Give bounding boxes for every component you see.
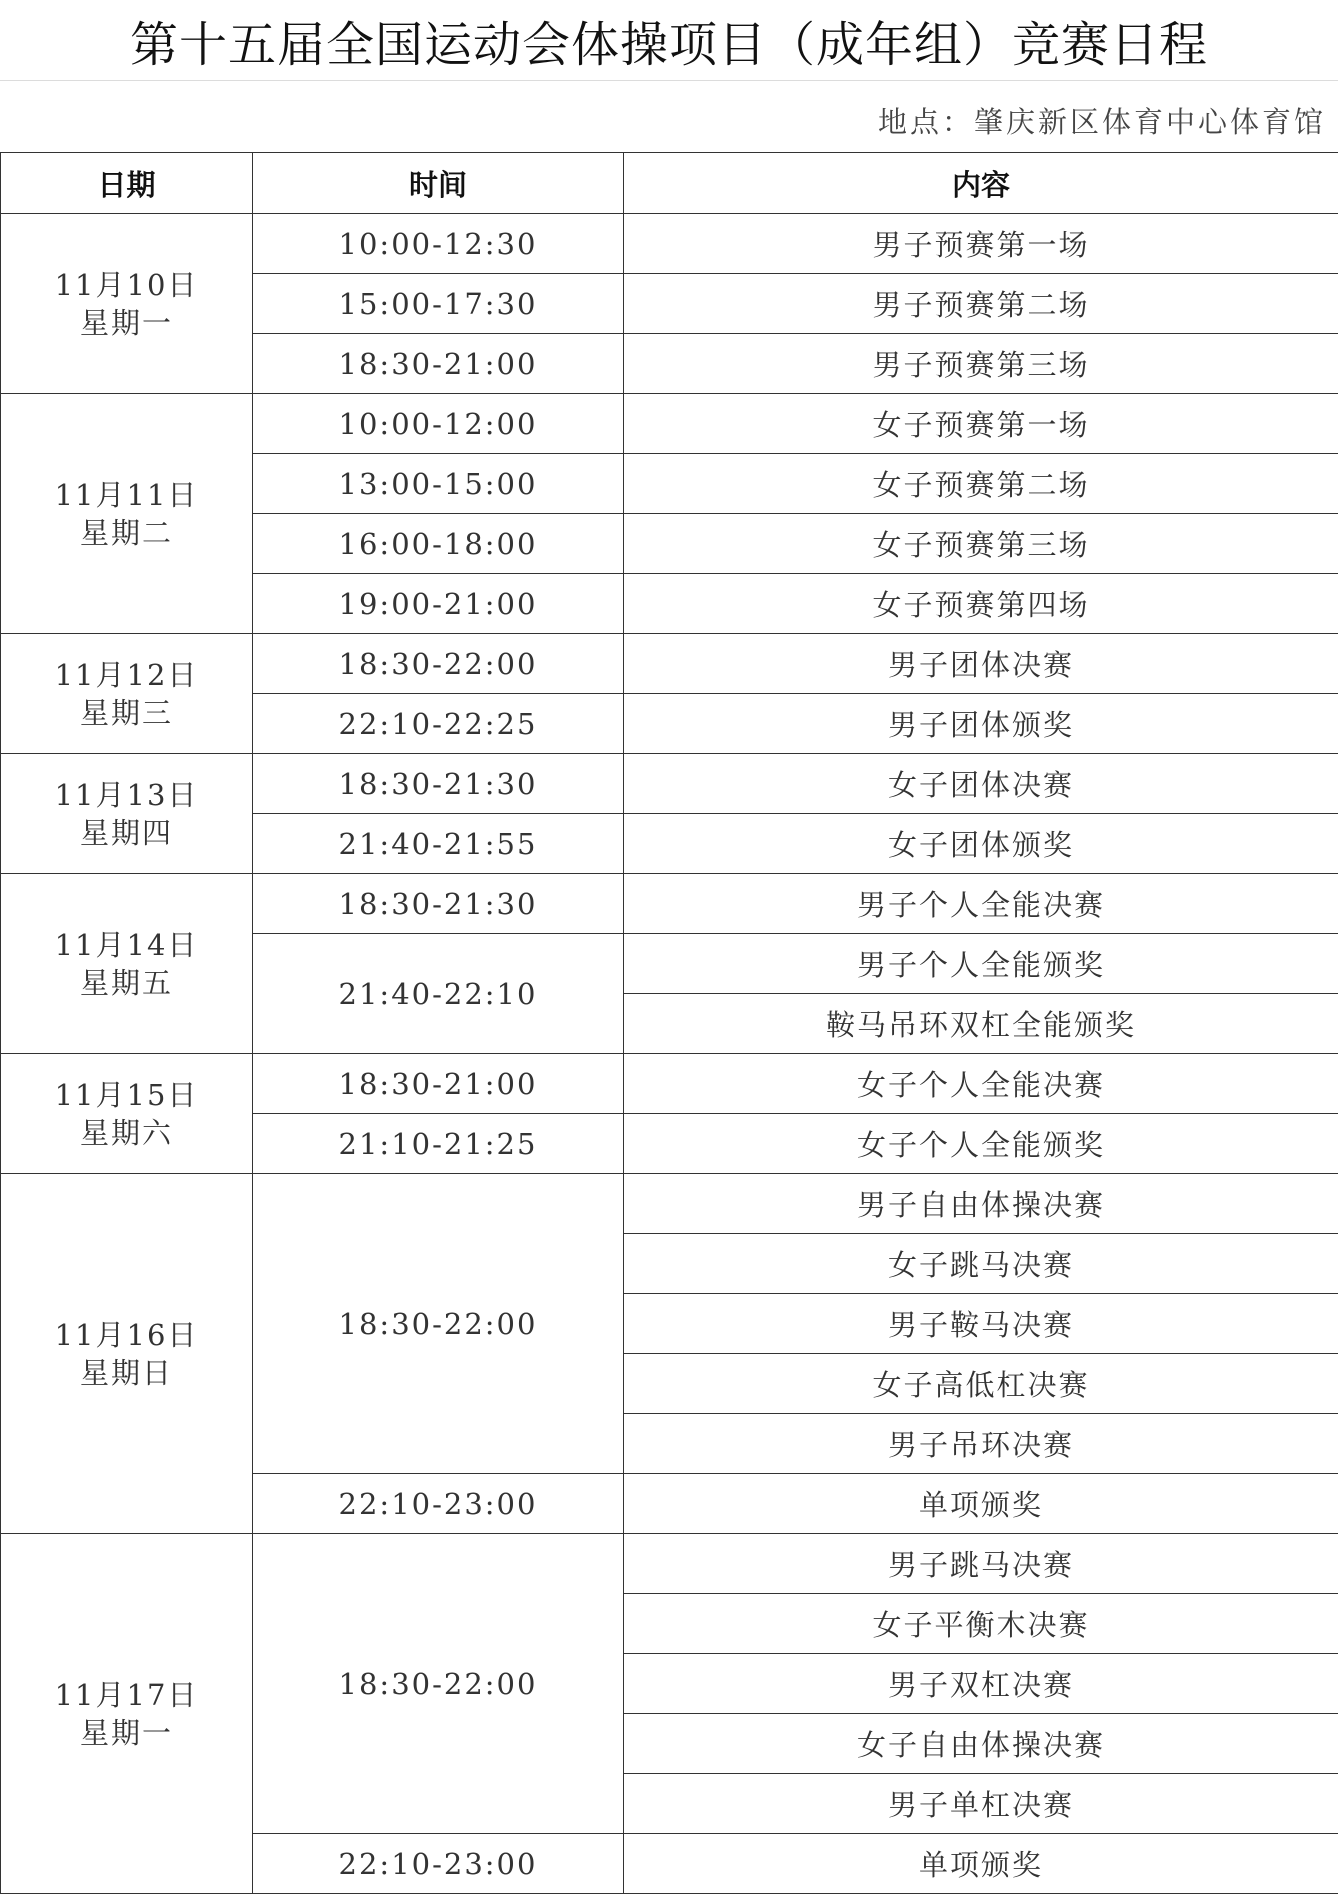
event-cell: 女子团体决赛 [624,754,1338,814]
venue-bar [0,80,1338,153]
table-row [1,394,1338,454]
date-label: 11月11日 [54,477,199,512]
event-cell: 男子预赛第一场 [624,214,1338,274]
weekday-label: 星期三 [79,695,173,730]
date-cell [1,634,253,754]
event-cell: 男子个人全能决赛 [624,874,1338,934]
date-cell [1,394,253,634]
time-cell: 18:30-21:30 [253,754,624,814]
date-cell [1,1174,253,1534]
table-row [1,1054,1338,1114]
event-cell: 女子平衡木决赛 [624,1594,1338,1654]
event-cell: 女子个人全能决赛 [624,1054,1338,1114]
table-row [1,214,1338,274]
event-cell: 男子预赛第三场 [624,334,1338,394]
event-cell: 男子吊环决赛 [624,1414,1338,1474]
event-cell: 男子自由体操决赛 [624,1174,1338,1234]
event-cell: 单项颁奖 [624,1474,1338,1534]
time-cell: 18:30-22:00 [253,1174,624,1474]
time-cell: 10:00-12:00 [253,394,624,454]
event-cell: 男子单杠决赛 [624,1774,1338,1834]
event-cell: 女子预赛第一场 [624,394,1338,454]
event-cell: 男子个人全能颁奖 [624,934,1338,994]
header-row [1,153,1338,214]
event-cell: 女子高低杠决赛 [624,1354,1338,1414]
time-cell: 18:30-21:30 [253,874,624,934]
time-cell: 22:10-22:25 [253,694,624,754]
venue-label: 地点：肇庆新区体育中心体育馆 [877,105,1326,139]
time-cell: 22:10-23:00 [253,1834,624,1894]
event-cell: 鞍马吊环双杠全能颁奖 [624,994,1338,1054]
date-cell [1,1534,253,1894]
weekday-label: 星期二 [79,515,173,550]
date-cell [1,754,253,874]
date-cell [1,1054,253,1174]
time-cell: 10:00-12:30 [253,214,624,274]
weekday-label: 星期六 [79,1115,173,1150]
schedule-table [0,152,1338,1894]
date-label: 11月16日 [54,1317,199,1352]
time-cell: 22:10-23:00 [253,1474,624,1534]
header-time: 时间 [253,153,624,214]
weekday-label: 星期五 [79,965,173,1000]
event-cell: 男子团体决赛 [624,634,1338,694]
event-cell: 男子双杠决赛 [624,1654,1338,1714]
event-cell: 男子跳马决赛 [624,1534,1338,1594]
weekday-label: 星期日 [79,1355,173,1390]
header-date: 日期 [1,153,253,214]
time-cell: 18:30-21:00 [253,1054,624,1114]
event-cell: 女子预赛第三场 [624,514,1338,574]
time-cell: 16:00-18:00 [253,514,624,574]
time-cell: 15:00-17:30 [253,274,624,334]
time-cell: 19:00-21:00 [253,574,624,634]
page-title: 第十五届全国运动会体操项目（成年组）竞赛日程 [0,0,1338,81]
table-row [1,634,1338,694]
weekday-label: 星期一 [79,1715,173,1750]
event-cell: 女子自由体操决赛 [624,1714,1338,1774]
table-row [1,754,1338,814]
date-label: 11月10日 [54,267,199,302]
event-cell: 女子个人全能颁奖 [624,1114,1338,1174]
date-label: 11月12日 [54,657,199,692]
event-cell: 女子团体颁奖 [624,814,1338,874]
time-cell: 18:30-21:00 [253,334,624,394]
time-cell: 21:40-22:10 [253,934,624,1054]
date-label: 11月15日 [54,1077,199,1112]
date-label: 11月17日 [54,1677,199,1712]
event-cell: 单项颁奖 [624,1834,1338,1894]
time-cell: 18:30-22:00 [253,1534,624,1834]
event-cell: 男子鞍马决赛 [624,1294,1338,1354]
date-cell [1,874,253,1054]
event-cell: 男子团体颁奖 [624,694,1338,754]
header-content: 内容 [624,153,1338,214]
schedule-body [1,214,1338,1894]
event-cell: 女子跳马决赛 [624,1234,1338,1294]
time-cell: 21:10-21:25 [253,1114,624,1174]
time-cell: 18:30-22:00 [253,634,624,694]
weekday-label: 星期四 [79,815,173,850]
event-cell: 女子预赛第四场 [624,574,1338,634]
table-row [1,874,1338,934]
table-row [1,1534,1338,1594]
date-label: 11月13日 [54,777,199,812]
date-label: 11月14日 [54,927,199,962]
time-cell: 21:40-21:55 [253,814,624,874]
event-cell: 男子预赛第二场 [624,274,1338,334]
time-cell: 13:00-15:00 [253,454,624,514]
date-cell [1,214,253,394]
event-cell: 女子预赛第二场 [624,454,1338,514]
table-row [1,1174,1338,1234]
weekday-label: 星期一 [79,305,173,340]
